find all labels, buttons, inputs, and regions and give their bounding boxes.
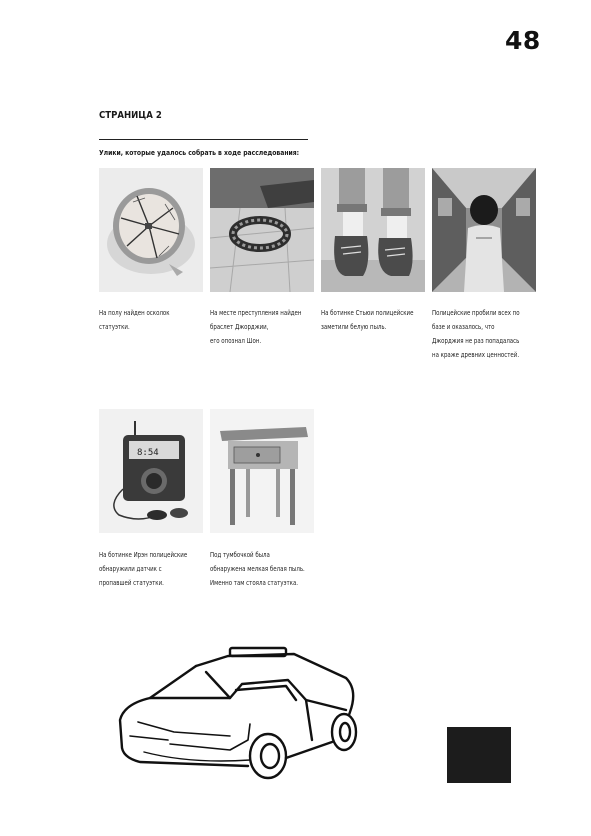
girl-in-museum-photo <box>432 168 536 292</box>
evidence-intro: Улики, которые удалось собрать в ходе расследования: <box>99 148 300 157</box>
dusty-shoes-photo <box>321 168 425 292</box>
evidence-caption: Полицейские пробили всех по базе и оказалось, что Джорджия не раз попадалась на краже древних ценностей. <box>432 309 520 359</box>
bracelet-photo <box>210 168 314 292</box>
page-number: 48 <box>505 26 541 55</box>
evidence-caption: На ботинке Ирэн полицейские обнаружили датчик с пропавшей статуэтки. <box>99 551 188 587</box>
title-underline <box>99 139 308 140</box>
page-title: СТРАНИЦА 2 <box>99 110 162 121</box>
police-car-illustration <box>110 640 375 780</box>
evidence-caption: На полу найден осколок статуэтки. <box>99 309 170 331</box>
evidence-caption: На месте преступления найден браслет Джорджии, его опознал Шон. <box>210 309 302 345</box>
black-square <box>447 727 511 783</box>
evidence-caption: На ботинке Стьюи полицейские заметили белую пыль. <box>321 309 414 331</box>
evidence-caption: Под тумбочкой была обнаружена мелкая белая пыль. Именно там стояла статуэтка. <box>210 551 305 587</box>
broken-statuette-photo <box>99 168 203 292</box>
svg-text:8:54: 8:54 <box>137 448 159 458</box>
bedside-table-photo <box>210 409 314 533</box>
radio-tracker-photo <box>99 409 203 533</box>
